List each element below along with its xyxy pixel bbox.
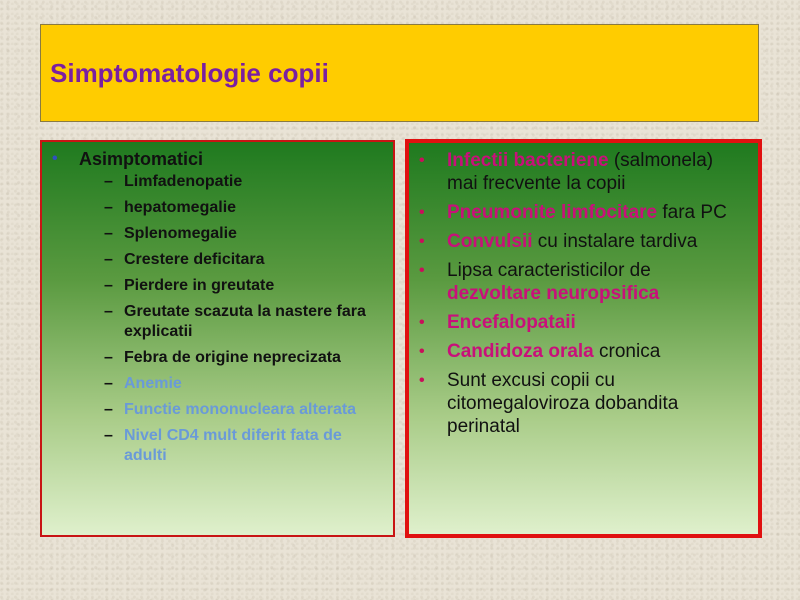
item-text: cronica — [593, 341, 661, 362]
bullet-icon: • — [419, 233, 425, 250]
dash-icon: – — [104, 225, 113, 242]
sub-item-text: Splenomegalie — [124, 225, 237, 242]
dash-icon: – — [104, 303, 113, 320]
highlight-text: Candidoza orala — [447, 341, 594, 362]
sub-item — [79, 400, 385, 420]
list-item — [419, 149, 748, 195]
left-heading: Asimptomatici — [79, 149, 204, 169]
highlight-text: dezvoltare neuropsifica — [447, 283, 660, 304]
dash-icon: – — [104, 173, 113, 190]
sub-item — [79, 224, 385, 244]
sub-item — [79, 172, 385, 192]
item-text: (salmonela) mai frecvente la copii — [447, 150, 714, 194]
bullet-icon: • — [52, 150, 58, 167]
bullet-icon: • — [419, 204, 425, 221]
dash-icon: – — [104, 277, 113, 294]
list-item — [419, 259, 748, 305]
left-list — [42, 142, 393, 466]
sub-item-text: Greutate scazuta la nastere fara explicatii — [124, 303, 366, 340]
sub-item — [79, 250, 385, 270]
item-text: cu instalare tardiva — [532, 231, 698, 252]
item-text: fara PC — [657, 202, 727, 223]
title-bar — [40, 24, 759, 122]
sub-item-text: hepatomegalie — [124, 199, 237, 216]
slide-title: Simptomatologie copii — [50, 57, 329, 88]
bullet-icon: • — [419, 343, 425, 360]
bullet-icon: • — [419, 152, 425, 169]
left-panel — [40, 140, 395, 537]
bullet-icon: • — [419, 372, 425, 389]
item-text: Sunt excusi copii cu citomegaloviroza dobandita perinatal — [447, 370, 679, 437]
sub-item-text: Nivel CD4 mult diferit fata de adulti — [124, 427, 342, 464]
dash-icon: – — [104, 401, 113, 418]
sub-item — [79, 374, 385, 394]
list-item — [419, 340, 748, 363]
list-item — [419, 230, 748, 253]
list-item — [419, 201, 748, 224]
sub-item-text: Functie mononucleara alterata — [124, 401, 357, 418]
list-item — [419, 311, 748, 334]
sub-item-text: Limfadenopatie — [124, 173, 243, 190]
list-item-asimptomatici — [50, 148, 385, 466]
sub-item — [79, 348, 385, 368]
highlight-text: Infectii bacteriene — [447, 150, 609, 171]
sub-item-text: Anemie — [124, 375, 182, 392]
bullet-icon: • — [419, 314, 425, 331]
sub-item — [79, 426, 385, 466]
highlight-text: Encefalopataii — [447, 312, 576, 333]
sub-item-text: Febra de origine neprecizata — [124, 349, 341, 366]
dash-icon: – — [104, 349, 113, 366]
right-panel — [405, 139, 762, 538]
right-list — [409, 143, 758, 438]
dash-icon: – — [104, 427, 113, 444]
sub-item — [79, 198, 385, 218]
sub-item-text: Crestere deficitara — [124, 251, 265, 268]
highlight-text: Pneumonite limfocitare — [447, 202, 658, 223]
bullet-icon: • — [419, 262, 425, 279]
sub-item-text: Pierdere in greutate — [124, 277, 275, 294]
highlight-text: Convulsii — [447, 231, 533, 252]
sub-item — [79, 276, 385, 296]
sub-list — [79, 172, 385, 466]
item-text: Lipsa caracteristicilor de — [447, 260, 651, 281]
dash-icon: – — [104, 199, 113, 216]
sub-item — [79, 302, 385, 342]
dash-icon: – — [104, 251, 113, 268]
list-item — [419, 369, 748, 438]
dash-icon: – — [104, 375, 113, 392]
